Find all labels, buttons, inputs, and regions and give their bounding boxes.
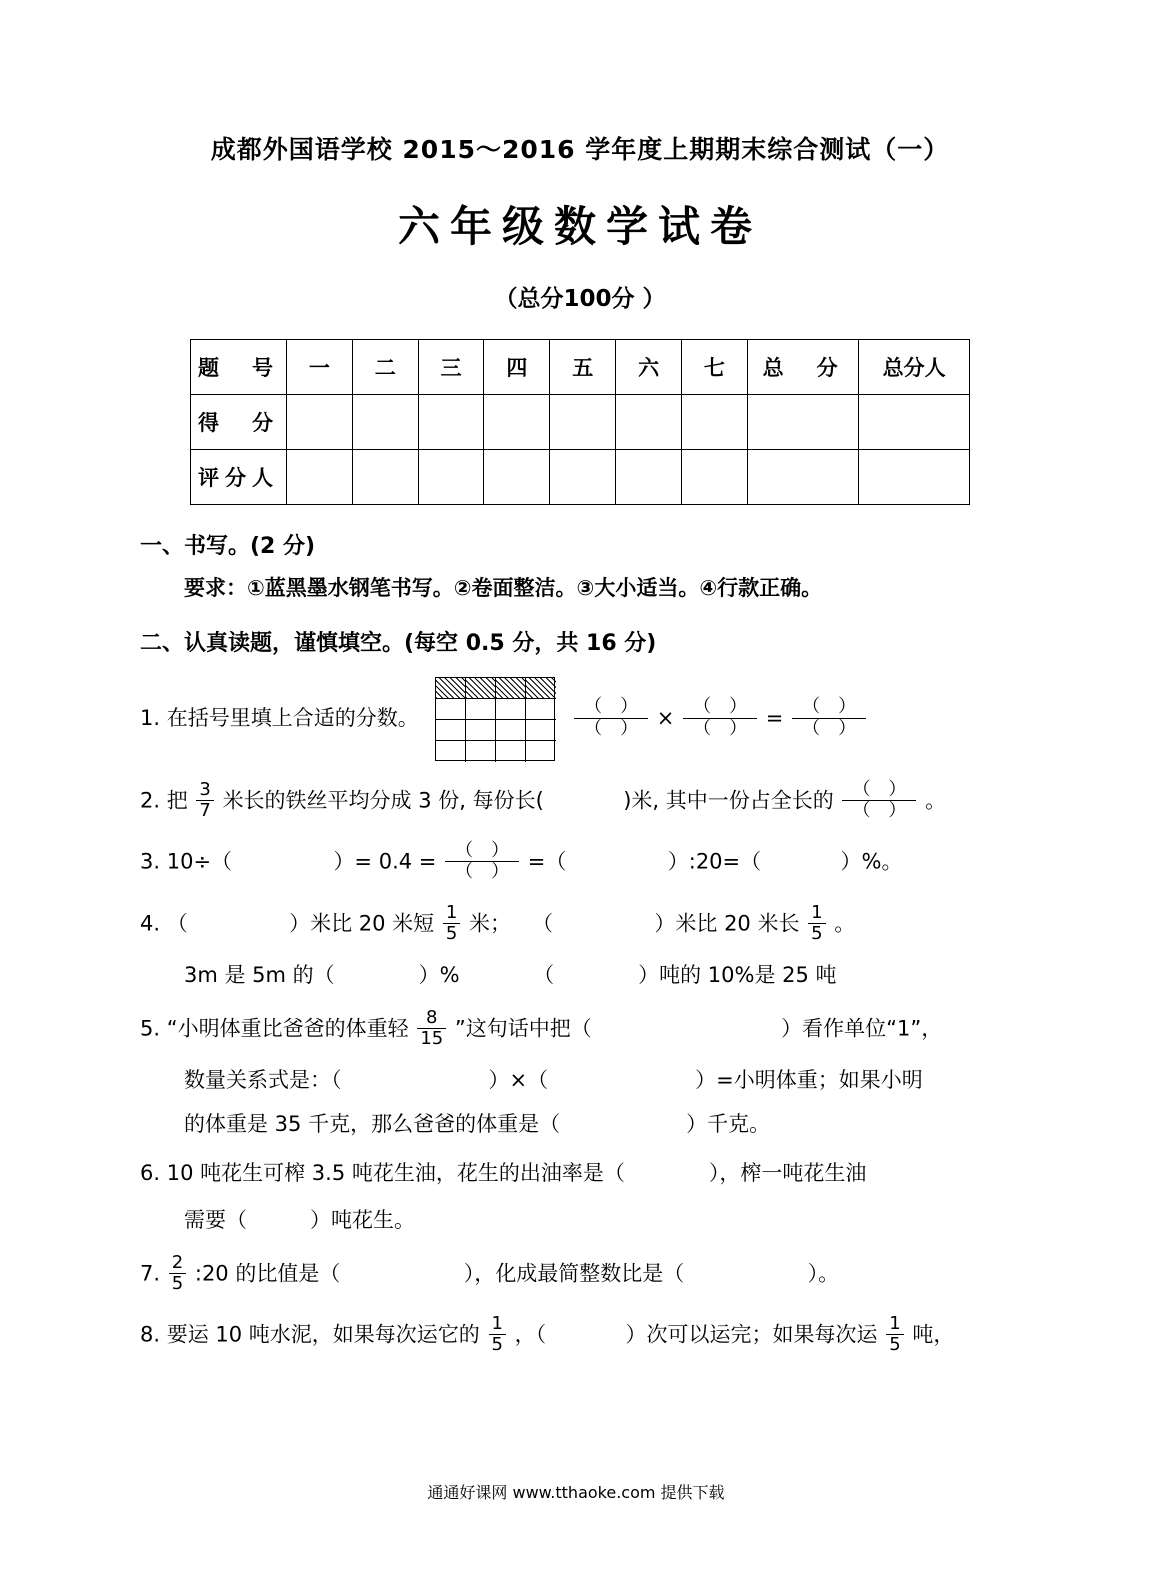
question-text: 米； （ bbox=[469, 911, 554, 936]
question-text: 在括号里填上合适的分数。 bbox=[166, 706, 419, 730]
section-one-heading: 一、书写。(2 分) bbox=[140, 534, 316, 559]
question-number: 5. bbox=[140, 1016, 161, 1041]
question-4 bbox=[140, 901, 1020, 945]
cell: 七 bbox=[681, 340, 747, 395]
question-text: :20 的比值是（ bbox=[194, 1261, 341, 1286]
fraction-numerator: 1 bbox=[445, 901, 458, 923]
cell bbox=[550, 395, 616, 450]
fraction-denominator: 5 bbox=[443, 923, 460, 944]
question-number: 8. bbox=[140, 1322, 161, 1347]
cell bbox=[352, 395, 418, 450]
page-content bbox=[140, 130, 1020, 1356]
cell: 二 bbox=[352, 340, 418, 395]
fraction-1-5 bbox=[489, 1314, 506, 1355]
row-label: 题 号 bbox=[191, 340, 287, 395]
question-text: ），化成最简整数比是（ bbox=[463, 1261, 685, 1286]
question-text: )米, 其中一份占全长的 bbox=[623, 788, 834, 813]
question-text: 要运 10 吨水泥，如果每次运它的 bbox=[166, 1322, 480, 1347]
answer-blank[interactable] bbox=[551, 789, 617, 813]
cell bbox=[747, 450, 859, 505]
cell: 一 bbox=[286, 340, 352, 395]
fraction-denominator: 5 bbox=[886, 1334, 903, 1355]
section-two-heading: 二、认真读题，谨慎填空。(每空 0.5 分，共 16 分) bbox=[140, 631, 657, 656]
question-5-line3: 的体重是 35 千克，那么爸爸的体重是（ ）千克。 bbox=[184, 1112, 771, 1137]
fraction-numerator: 8 bbox=[426, 1006, 438, 1028]
question-5-line2: 数量关系式是：（ ）×（ ）=小明体重；如果小明 bbox=[184, 1068, 923, 1093]
cell bbox=[286, 395, 352, 450]
operator-equals: = bbox=[765, 706, 784, 730]
question-7 bbox=[140, 1251, 1020, 1295]
cell: 总分人 bbox=[859, 340, 970, 395]
question-text: 把 bbox=[166, 788, 188, 813]
answer-blank[interactable] bbox=[347, 1261, 457, 1285]
fraction-numerator: 1 bbox=[491, 1313, 503, 1335]
question-text: 。 bbox=[925, 788, 947, 813]
question-number: 3. bbox=[140, 849, 161, 874]
fraction-numerator: 3 bbox=[199, 779, 211, 800]
cell bbox=[484, 395, 550, 450]
cell: 三 bbox=[418, 340, 484, 395]
answer-fraction-blank[interactable]: $\frac{( )}{( )}$ bbox=[574, 697, 648, 738]
answer-blank[interactable] bbox=[553, 1323, 619, 1347]
fraction-denominator: 5 bbox=[169, 1273, 186, 1294]
question-6-line2: 需要（ ）吨花生。 bbox=[184, 1207, 415, 1232]
cell bbox=[681, 395, 747, 450]
question-1 bbox=[140, 677, 1020, 761]
fraction-2-5 bbox=[169, 1253, 186, 1294]
cell: 六 bbox=[616, 340, 682, 395]
table-row bbox=[191, 395, 970, 450]
answer-fraction-blank[interactable]: $\frac{( )}{( )}$ bbox=[792, 697, 866, 738]
question-2 bbox=[140, 781, 1020, 822]
cell bbox=[550, 450, 616, 505]
row-label: 评分人 bbox=[191, 450, 287, 505]
cell bbox=[616, 450, 682, 505]
section-one-requirement: 要求：①蓝黑墨水钢笔书写。②卷面整洁。③大小适当。④行款正确。 bbox=[184, 576, 823, 600]
total-score-subtitle: （总分100分 ） bbox=[494, 286, 666, 312]
question-text: 10÷（ bbox=[166, 849, 233, 874]
question-number: 1. bbox=[140, 706, 161, 730]
answer-fraction-blank[interactable]: $\frac{( )}{( )}$ bbox=[445, 841, 519, 882]
question-number: 2. bbox=[140, 788, 161, 813]
question-text: “小明体重比爸爸的体重轻 bbox=[166, 1016, 409, 1041]
cell bbox=[747, 395, 859, 450]
fraction-numerator: 1 bbox=[889, 1313, 901, 1335]
operator-times: × bbox=[656, 706, 675, 730]
question-text: ）次可以运完；如果每次运 bbox=[625, 1322, 878, 1347]
cell bbox=[352, 450, 418, 505]
fraction-1-5 bbox=[443, 903, 460, 944]
question-number: 7. bbox=[140, 1261, 161, 1286]
cell bbox=[616, 395, 682, 450]
cell bbox=[418, 450, 484, 505]
answer-blank[interactable] bbox=[573, 850, 661, 874]
question-text: ）%。 bbox=[840, 849, 903, 874]
fraction-denominator: 5 bbox=[489, 1334, 506, 1355]
fraction-1-5 bbox=[886, 1314, 903, 1355]
question-4-subline: 3m 是 5m 的（ ）% （ ）吨的 10%是 25 吨 bbox=[184, 962, 837, 987]
question-text: ，（ bbox=[514, 1322, 547, 1347]
cell bbox=[859, 450, 970, 505]
question-text: ”这句话中把（ bbox=[454, 1016, 592, 1041]
score-table bbox=[190, 339, 970, 505]
question-8 bbox=[140, 1315, 1020, 1356]
answer-blank[interactable] bbox=[691, 1261, 801, 1285]
answer-blank[interactable] bbox=[768, 850, 834, 874]
school-line: 成都外国语学校 2015～2016 学年度上期期末综合测试（一） bbox=[210, 135, 950, 164]
question-5 bbox=[140, 1006, 1020, 1050]
cell bbox=[484, 450, 550, 505]
question-text: ）米比 20 米短 bbox=[289, 911, 435, 936]
page-title: 六年级数学试卷 bbox=[397, 202, 762, 251]
cell: 五 bbox=[550, 340, 616, 395]
fraction-numerator: 2 bbox=[171, 1251, 184, 1273]
fraction-3-7 bbox=[196, 780, 213, 821]
cell bbox=[418, 395, 484, 450]
answer-blank[interactable] bbox=[194, 911, 282, 935]
question-text: ）米比 20 米长 bbox=[654, 911, 800, 936]
cell bbox=[681, 450, 747, 505]
question-text: 10 吨花生可榨 3.5 吨花生油，花生的出油率是（ ），榨一吨花生油 bbox=[166, 1161, 867, 1186]
fraction-numerator: 1 bbox=[811, 901, 823, 923]
question-number: 4. bbox=[140, 911, 161, 936]
question-text: ）:20=（ bbox=[667, 849, 762, 874]
cell bbox=[859, 395, 970, 450]
question-6 bbox=[140, 1158, 1020, 1190]
answer-fraction-blank[interactable]: $\frac{( )}{( )}$ bbox=[842, 780, 916, 821]
question-text: 吨， bbox=[912, 1322, 955, 1347]
question-text: =（ bbox=[527, 849, 567, 874]
row-label: 得 分 bbox=[191, 395, 287, 450]
fraction-8-15 bbox=[417, 1008, 446, 1049]
question-text: （ bbox=[166, 911, 188, 936]
question-text: ）看作单位“1”， bbox=[781, 1016, 943, 1041]
cell: 总 分 bbox=[747, 340, 859, 395]
table-row bbox=[191, 450, 970, 505]
answer-blank[interactable] bbox=[239, 850, 327, 874]
fraction-1-5 bbox=[808, 903, 825, 944]
question-text: 。 bbox=[834, 911, 856, 936]
footer-watermark: 通通好课网 www.tthaoke.com 提供下载 bbox=[427, 1483, 725, 1502]
question-text: ）。 bbox=[807, 1261, 840, 1286]
question-text: ）= 0.4 = bbox=[333, 849, 437, 874]
answer-blank[interactable] bbox=[560, 911, 648, 935]
fraction-denominator: 7 bbox=[196, 800, 213, 821]
question-text: 米长的铁丝平均分成 3 份, 每份长( bbox=[222, 788, 544, 813]
cell bbox=[286, 450, 352, 505]
fraction-denominator: 5 bbox=[808, 923, 825, 944]
fraction-denominator: 15 bbox=[417, 1028, 446, 1049]
question-3 bbox=[140, 842, 1020, 883]
answer-blank[interactable] bbox=[598, 1017, 774, 1041]
answer-fraction-blank[interactable]: $\frac{( )}{( )}$ bbox=[683, 697, 757, 738]
table-row bbox=[191, 340, 970, 395]
fraction-grid-figure bbox=[435, 677, 555, 761]
cell: 四 bbox=[484, 340, 550, 395]
question-number: 6. bbox=[140, 1161, 161, 1186]
